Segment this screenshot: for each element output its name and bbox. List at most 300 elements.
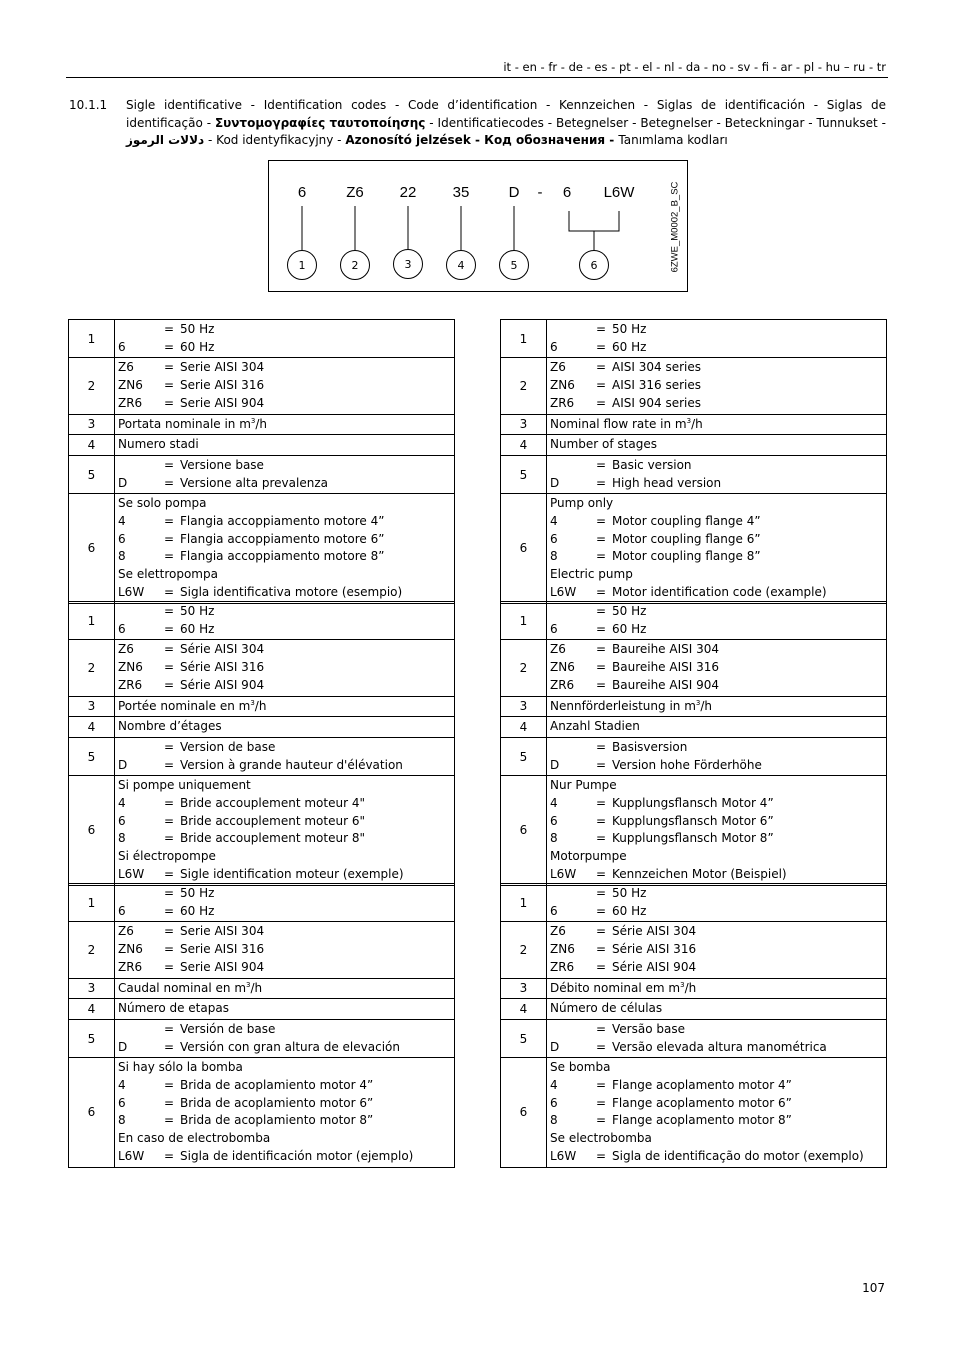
section-title-part: Συντομογραφίες ταυτοποίησης <box>214 115 426 130</box>
row-description <box>115 358 455 414</box>
code-table-fr <box>68 601 455 886</box>
description-line <box>118 885 451 903</box>
row-number: 1 <box>501 320 547 358</box>
equals-sign: = <box>164 924 175 939</box>
table-row <box>501 494 887 603</box>
code-key: 6 <box>550 531 558 546</box>
description-line <box>118 830 451 848</box>
equals-sign: = <box>596 604 607 618</box>
description-line <box>550 959 883 977</box>
equals-sign: = <box>596 813 607 828</box>
row-number: 5 <box>501 737 547 775</box>
code-key: Z6 <box>118 924 134 939</box>
code-value: Flange acoplamento motor 6” <box>612 1095 792 1110</box>
row-number: 6 <box>69 1058 115 1167</box>
row-description <box>547 435 887 456</box>
code-value: Flangia accoppiamento motore 6” <box>180 531 385 546</box>
unit-suffix: /h <box>700 698 713 713</box>
description-line <box>118 566 451 584</box>
code-key: 6 <box>550 903 558 918</box>
table-row <box>69 978 455 999</box>
code-value: 50 Hz <box>612 604 647 618</box>
code-value: Motor coupling flange 8” <box>612 549 761 564</box>
code-value: Bride accouplement moteur 6" <box>180 813 365 828</box>
equals-sign: = <box>596 886 607 900</box>
description-line <box>550 677 883 695</box>
code-value: Flange acoplamento motor 8” <box>612 1113 792 1128</box>
code-value: Version hohe Förderhöhe <box>612 757 762 772</box>
equals-sign: = <box>596 378 607 393</box>
table-row <box>69 1019 455 1057</box>
table-row <box>501 1019 887 1057</box>
code-value: 60 Hz <box>180 903 215 918</box>
description-line <box>118 495 451 513</box>
row-number: 5 <box>69 737 115 775</box>
row-number: 2 <box>69 640 115 696</box>
code-key: L6W <box>118 1148 145 1163</box>
description-line <box>118 739 451 757</box>
description-line <box>550 739 883 757</box>
row-description <box>547 455 887 493</box>
equals-sign: = <box>164 942 175 957</box>
code-key: 6 <box>118 531 126 546</box>
row-number: 2 <box>501 640 547 696</box>
code-value: Sigla de identificación motor (ejemplo) <box>180 1148 414 1163</box>
description-line <box>118 377 451 395</box>
table-row <box>501 978 887 999</box>
code-key: ZN6 <box>118 942 143 957</box>
row-number: 1 <box>501 884 547 922</box>
code-key: ZN6 <box>550 942 575 957</box>
table-row <box>69 640 455 696</box>
description-line <box>550 903 883 921</box>
description-line <box>118 1077 451 1095</box>
description-line <box>118 621 451 639</box>
unit-suffix: /h <box>254 698 267 713</box>
code-value: Basic version <box>612 457 692 472</box>
code-value: 60 Hz <box>612 621 647 636</box>
code-key: Z6 <box>550 360 566 375</box>
equals-sign: = <box>164 531 175 546</box>
equals-sign: = <box>164 642 175 657</box>
code-key <box>550 739 596 757</box>
equals-sign: = <box>596 959 607 974</box>
row-description <box>115 884 455 922</box>
row-text: Nombre d’étages <box>118 719 222 734</box>
description-line <box>118 359 451 377</box>
table-row <box>501 435 887 456</box>
row-description <box>547 737 887 775</box>
equals-sign: = <box>596 549 607 564</box>
equals-sign: = <box>164 1039 175 1054</box>
unit-superscript: 3 <box>695 698 701 707</box>
row-number: 4 <box>69 435 115 456</box>
code-value: Basisversion <box>612 739 688 754</box>
code-value: 50 Hz <box>612 322 647 336</box>
code-value: Kennzeichen Motor (Beispiel) <box>612 866 787 881</box>
code-key: 8 <box>550 1113 558 1128</box>
equals-sign: = <box>164 1021 175 1036</box>
code-value: Motor identification code (example) <box>612 584 827 599</box>
code-key: 6 <box>118 1095 126 1110</box>
description-line <box>550 584 883 602</box>
row-description <box>547 922 887 978</box>
code-key: 4 <box>118 796 126 811</box>
line-text: Si électropompe <box>118 849 216 864</box>
line-text: Motorpumpe <box>550 849 627 864</box>
code-value: Versione alta prevalenza <box>180 475 328 490</box>
code-value: Versione base <box>180 457 264 472</box>
description-line <box>550 1059 883 1077</box>
equals-sign: = <box>164 339 175 354</box>
table-row <box>69 414 455 435</box>
description-line <box>118 777 451 795</box>
row-number: 6 <box>501 494 547 603</box>
circle-number-6: 6 <box>579 250 609 280</box>
description-line <box>550 548 883 566</box>
equals-sign: = <box>596 584 607 599</box>
code-key: 8 <box>118 549 126 564</box>
table-row <box>501 884 887 922</box>
row-text: Nennförderleistung in m <box>550 698 696 713</box>
code-key: 6 <box>550 621 558 636</box>
equals-sign: = <box>596 903 607 918</box>
description-line <box>118 513 451 531</box>
equals-sign: = <box>164 1095 175 1110</box>
line-text: Nur Pumpe <box>550 778 617 793</box>
code-key: 4 <box>550 514 558 529</box>
section-title-part: - Identificatiecodes - Betegnelser - Betegnelser - Beteckningar - Tunnukset - <box>425 115 886 130</box>
code-value: Serie AISI 904 <box>180 959 265 974</box>
description-line <box>550 813 883 831</box>
code-value: Série AISI 316 <box>180 660 265 675</box>
code-value: Kupplungsflansch Motor 4” <box>612 796 774 811</box>
description-line <box>550 641 883 659</box>
code-value: AISI 904 series <box>612 395 701 410</box>
code-value: Sigla identificativa motore (esempio) <box>180 584 403 599</box>
table-row <box>501 320 887 358</box>
description-line <box>550 359 883 377</box>
section-title-part: Azonosító jelzések - Код обозначения - <box>345 133 619 147</box>
code-value: Serie AISI 304 <box>180 360 265 375</box>
code-part-1: 6 <box>297 184 307 201</box>
code-key <box>118 885 164 903</box>
description-line <box>550 1112 883 1130</box>
row-number: 4 <box>501 717 547 738</box>
description-line <box>118 813 451 831</box>
row-description <box>115 602 455 640</box>
row-number: 1 <box>69 602 115 640</box>
code-value: Flangia accoppiamento motore 4” <box>180 514 385 529</box>
table-row <box>501 999 887 1020</box>
equals-sign: = <box>596 531 607 546</box>
row-number: 1 <box>69 884 115 922</box>
table-row <box>69 494 455 603</box>
table-row <box>69 1058 455 1167</box>
equals-sign: = <box>596 621 607 636</box>
code-value: Serie AISI 904 <box>180 395 265 410</box>
circle-number-4: 4 <box>446 250 476 280</box>
row-description <box>115 435 455 456</box>
description-line <box>118 941 451 959</box>
code-value: Versão base <box>612 1021 685 1036</box>
code-value: Série AISI 304 <box>612 924 697 939</box>
row-description <box>547 999 887 1020</box>
code-key <box>118 457 164 475</box>
description-line <box>118 475 451 493</box>
unit-superscript: 3 <box>686 416 692 425</box>
description-line <box>550 848 883 866</box>
row-description <box>115 494 455 603</box>
description-line <box>118 395 451 413</box>
row-number: 3 <box>69 414 115 435</box>
bracket-6 <box>569 211 619 231</box>
code-key: 6 <box>550 1095 558 1110</box>
row-number: 6 <box>69 776 115 885</box>
row-number: 5 <box>69 1019 115 1057</box>
description-line <box>550 1021 883 1039</box>
code-key: 4 <box>118 514 126 529</box>
circle-number-1: 1 <box>287 250 317 280</box>
code-key: D <box>550 475 560 490</box>
code-part-7: L6W <box>603 184 635 201</box>
code-key: D <box>118 475 128 490</box>
code-key: D <box>118 757 128 772</box>
equals-sign: = <box>596 866 607 881</box>
code-key <box>118 603 164 621</box>
equals-sign: = <box>164 395 175 410</box>
code-value: Versión con gran altura de elevación <box>180 1039 400 1054</box>
code-key: 8 <box>118 1113 126 1128</box>
diagram-lines <box>269 161 689 293</box>
row-number: 4 <box>501 435 547 456</box>
code-table-de <box>500 601 887 886</box>
code-key: D <box>550 757 560 772</box>
description-line <box>118 795 451 813</box>
row-description <box>547 358 887 414</box>
row-number: 5 <box>69 455 115 493</box>
table-row <box>69 999 455 1020</box>
description-line <box>550 566 883 584</box>
code-key: 6 <box>550 813 558 828</box>
code-key: 8 <box>118 831 126 846</box>
code-key: L6W <box>550 1148 577 1163</box>
equals-sign: = <box>164 514 175 529</box>
row-description <box>115 978 455 999</box>
code-key: 6 <box>118 903 126 918</box>
row-text: Portée nominale en m <box>118 698 251 713</box>
code-value: High head version <box>612 475 722 490</box>
description-line <box>118 757 451 775</box>
line-text: Se elettropompa <box>118 567 218 582</box>
code-value: Série AISI 904 <box>180 677 265 692</box>
code-value: Serie AISI 316 <box>180 378 265 393</box>
circle-number-5: 5 <box>499 250 529 280</box>
row-description <box>115 1019 455 1057</box>
description-line <box>550 941 883 959</box>
equals-sign: = <box>596 514 607 529</box>
code-part-2: Z6 <box>346 184 364 201</box>
code-value: Flangia accoppiamento motore 8” <box>180 549 385 564</box>
equals-sign: = <box>164 757 175 772</box>
code-value: Bride accouplement moteur 4" <box>180 796 365 811</box>
description-line <box>118 866 451 884</box>
row-description <box>115 776 455 885</box>
description-line <box>118 1095 451 1113</box>
row-number: 5 <box>501 1019 547 1057</box>
row-description <box>547 414 887 435</box>
code-value: Série AISI 904 <box>612 959 697 974</box>
code-value: Serie AISI 304 <box>180 924 265 939</box>
circle-number-2: 2 <box>340 250 370 280</box>
equals-sign: = <box>164 1078 175 1093</box>
equals-sign: = <box>596 1113 607 1128</box>
line-text: Si hay sólo la bomba <box>118 1060 243 1075</box>
code-key <box>550 457 596 475</box>
description-line <box>550 659 883 677</box>
code-value: Serie AISI 316 <box>180 942 265 957</box>
table-row <box>501 358 887 414</box>
equals-sign: = <box>596 757 607 772</box>
table-row <box>501 717 887 738</box>
row-description <box>547 978 887 999</box>
row-number: 4 <box>69 999 115 1020</box>
equals-sign: = <box>596 796 607 811</box>
code-part-dash: - <box>537 184 543 201</box>
unit-superscript: 3 <box>250 416 256 425</box>
code-value: Motor coupling flange 4” <box>612 514 761 529</box>
table-row <box>501 455 887 493</box>
description-line <box>118 339 451 357</box>
row-description <box>115 999 455 1020</box>
row-description <box>547 602 887 640</box>
code-value: Série AISI 304 <box>180 642 265 657</box>
equals-sign: = <box>164 796 175 811</box>
code-value: Versión de base <box>180 1021 276 1036</box>
section-title-part: Sigle identificative - Identification codes - Code d’identification - Kennzeichen - Siglas de identificación - Siglas de identificação - <box>126 98 886 130</box>
equals-sign: = <box>164 677 175 692</box>
line-text: Si pompe uniquement <box>118 778 251 793</box>
row-number: 2 <box>69 358 115 414</box>
code-key: 8 <box>550 549 558 564</box>
row-description <box>547 696 887 717</box>
equals-sign: = <box>596 360 607 375</box>
section-title-part: - Kod identyfikacyjny - <box>204 133 346 147</box>
code-value: Version de base <box>180 739 276 754</box>
code-table-it <box>68 319 455 604</box>
description-line <box>118 659 451 677</box>
code-key: ZN6 <box>550 378 575 393</box>
code-key <box>550 1021 596 1039</box>
code-diagram <box>268 160 688 292</box>
code-key: ZR6 <box>550 677 575 692</box>
description-line <box>550 321 883 339</box>
diagram-reference: 6ZWE_M0002_B_SC <box>669 181 681 273</box>
description-line <box>118 848 451 866</box>
description-line <box>118 903 451 921</box>
table-row <box>69 717 455 738</box>
line-text: Pump only <box>550 496 614 511</box>
equals-sign: = <box>596 739 607 754</box>
description-line <box>118 603 451 621</box>
code-key <box>550 321 596 339</box>
row-text: Nominal flow rate in m <box>550 416 687 431</box>
code-key <box>118 1021 164 1039</box>
row-text: Débito nominal em m <box>550 980 681 995</box>
description-line <box>550 1095 883 1113</box>
equals-sign: = <box>596 1095 607 1110</box>
code-key: Z6 <box>550 924 566 939</box>
code-part-6: 6 <box>562 184 572 201</box>
description-line <box>550 1130 883 1148</box>
code-key: L6W <box>118 584 145 599</box>
table-row <box>69 776 455 885</box>
section-number: 10.1.1 <box>69 98 108 112</box>
code-value: Version à grande hauteur d'élévation <box>180 757 403 772</box>
table-row <box>501 640 887 696</box>
code-key: 6 <box>118 813 126 828</box>
table-row <box>501 414 887 435</box>
row-number: 6 <box>69 494 115 603</box>
code-value: Versão elevada altura manométrica <box>612 1039 827 1054</box>
row-text: Anzahl Stadien <box>550 719 640 734</box>
equals-sign: = <box>596 1078 607 1093</box>
code-key: 4 <box>550 1078 558 1093</box>
code-value: Kupplungsflansch Motor 8” <box>612 831 774 846</box>
table-row <box>501 737 887 775</box>
code-value: Motor coupling flange 6” <box>612 531 761 546</box>
description-line <box>550 395 883 413</box>
code-part-4: 35 <box>452 184 470 201</box>
code-table-es <box>68 883 455 1168</box>
code-part-5: D <box>508 184 520 201</box>
row-text: Caudal nominal en m <box>118 980 247 995</box>
row-description <box>547 320 887 358</box>
code-key: 6 <box>550 339 558 354</box>
code-key: D <box>550 1039 560 1054</box>
description-line <box>550 603 883 621</box>
description-line <box>118 1148 451 1166</box>
description-line <box>550 923 883 941</box>
code-value: Brida de acoplamiento motor 4” <box>180 1078 374 1093</box>
code-value: Brida de acoplamiento motor 8” <box>180 1113 374 1128</box>
unit-suffix: /h <box>250 980 263 995</box>
equals-sign: = <box>164 322 175 336</box>
equals-sign: = <box>596 1039 607 1054</box>
table-row <box>69 455 455 493</box>
section-title-part: Tanımlama kodları <box>618 133 728 147</box>
table-row <box>501 922 887 978</box>
code-key: D <box>118 1039 128 1054</box>
code-value: 50 Hz <box>180 322 215 336</box>
table-row <box>501 602 887 640</box>
description-line <box>550 495 883 513</box>
table-row <box>69 320 455 358</box>
unit-suffix: /h <box>255 416 268 431</box>
code-value: 50 Hz <box>612 886 647 900</box>
table-row <box>69 922 455 978</box>
unit-suffix: /h <box>691 416 703 431</box>
description-line <box>118 959 451 977</box>
code-value: Série AISI 316 <box>612 942 697 957</box>
code-key <box>118 321 164 339</box>
code-key: ZR6 <box>118 959 143 974</box>
equals-sign: = <box>164 584 175 599</box>
code-value: 60 Hz <box>612 339 647 354</box>
description-line <box>550 795 883 813</box>
code-value: Baureihe AISI 316 <box>612 660 720 675</box>
description-line <box>550 1039 883 1057</box>
